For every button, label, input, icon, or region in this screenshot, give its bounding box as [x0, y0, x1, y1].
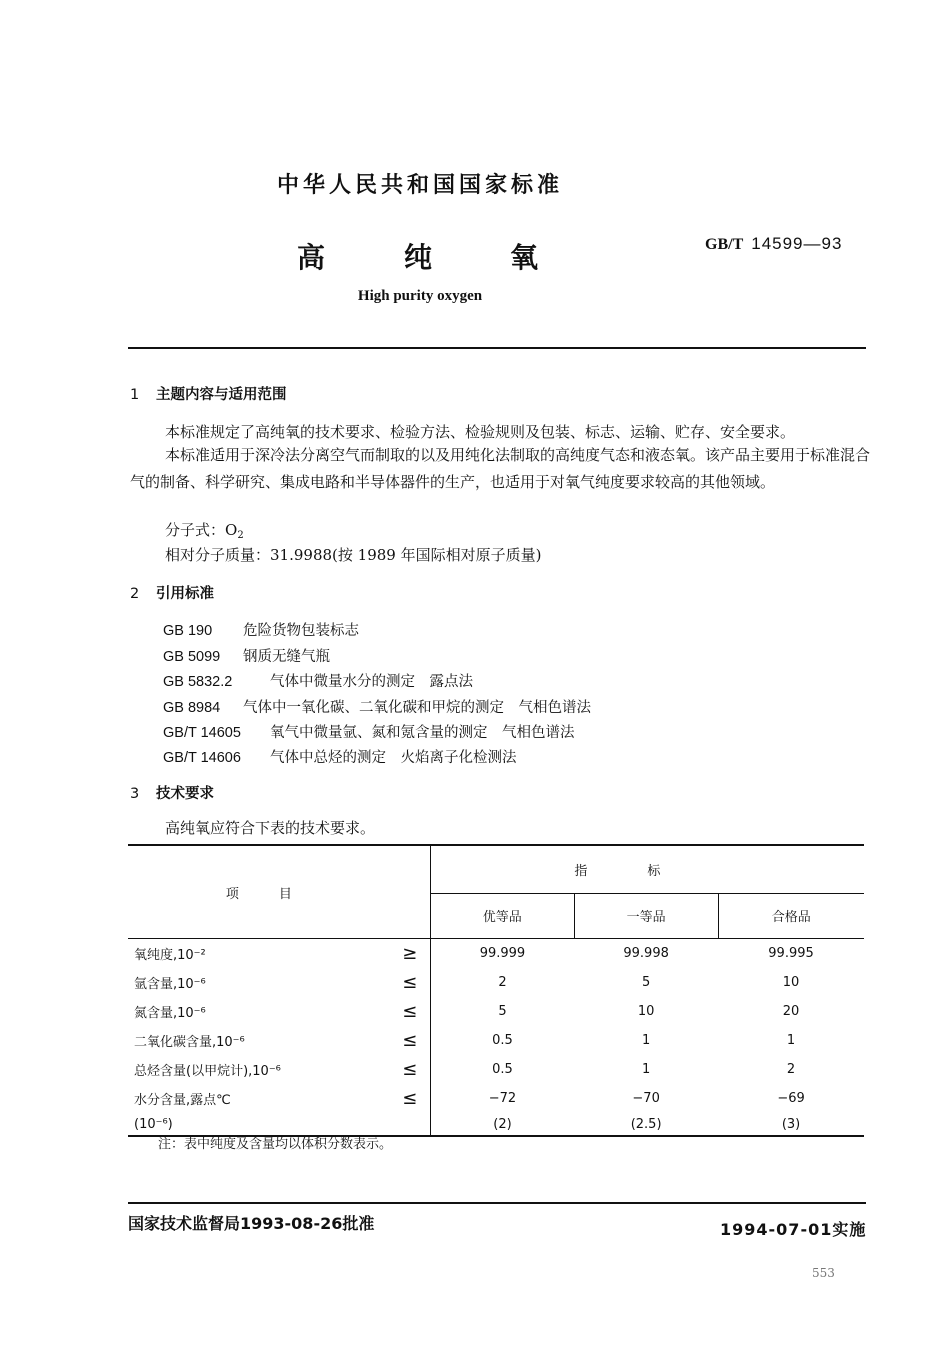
section-2-number: 2: [130, 586, 140, 602]
approval-date: 国家技术监督局1993-08-26批准: [128, 1214, 375, 1233]
reference-code: GB 5832.2: [163, 674, 233, 690]
cell-value: 1: [641, 1062, 651, 1077]
grade-header: 优等品: [430, 893, 574, 939]
cell-value: 10: [782, 975, 800, 990]
section-3-heading: [130, 782, 214, 803]
cell-value: (2.5): [630, 1116, 662, 1132]
table-row: [128, 1055, 864, 1084]
row-name: 总烃含量(以甲烷计),10⁻⁶: [134, 1064, 281, 1079]
row-symbol: ≤: [390, 1026, 430, 1055]
section-3-intro: 高纯氧应符合下表的技术要求。: [165, 819, 376, 837]
page-number: 553: [812, 1266, 835, 1280]
reference-code: GB/T 14605: [163, 725, 241, 741]
cell-value: 99.999: [479, 946, 526, 961]
reference-code: GB/T 14606: [163, 750, 241, 766]
cell-value: 99.995: [768, 946, 814, 961]
cell-value: 5: [641, 975, 651, 990]
title-char-3: 氧: [510, 241, 539, 274]
reference-name: 氧气中微量氩、氮和氪含量的测定 气相色谱法: [270, 725, 575, 741]
row-symbol: ≥: [390, 939, 430, 969]
reference-item: [163, 670, 473, 691]
cell-value: 1: [786, 1033, 796, 1048]
reference-item: [163, 619, 359, 640]
formula-subscript: 2: [237, 530, 244, 541]
section-2-title: 引用标准: [156, 586, 214, 602]
row-name: 氧纯度,10⁻²: [134, 948, 206, 963]
section-3-number: 3: [130, 786, 140, 802]
english-title: High purity oxygen: [357, 288, 483, 304]
grade-header: 一等品: [574, 893, 718, 939]
reference-item: [163, 696, 591, 717]
cell-value: 1: [641, 1033, 651, 1048]
table-row: [128, 968, 864, 997]
reference-code: GB 8984: [163, 700, 221, 716]
reference-name: 钢质无缝气瓶: [243, 649, 330, 665]
section-1-number: 1: [130, 387, 140, 403]
cell-value: 20: [782, 1004, 800, 1019]
row-name: 二氧化碳含量,10⁻⁶: [134, 1035, 245, 1050]
effective-date: 1994-07-01实施: [720, 1220, 867, 1239]
standard-prefix: GB/T: [705, 236, 744, 253]
formula-label: 分子式：O: [165, 521, 238, 539]
cell-value: −70: [632, 1091, 660, 1106]
row-name: (10⁻⁶): [134, 1116, 173, 1132]
reference-name: 气体中一氧化碳、二氧化碳和甲烷的测定 气相色谱法: [243, 700, 591, 716]
header-rule: [128, 347, 866, 349]
section-3-title: 技术要求: [156, 786, 214, 802]
row-name: 氩含量,10⁻⁶: [134, 977, 206, 992]
cell-value: 5: [498, 1004, 507, 1019]
reference-name: 气体中总烃的测定 火焰离子化检测法: [270, 750, 517, 766]
footer-rule: [128, 1202, 866, 1204]
table-note: 注：表中纯度及含量均以体积分数表示。: [158, 1137, 393, 1152]
cell-value: 2: [498, 975, 507, 990]
reference-item: [163, 645, 330, 666]
section-2-heading: [130, 582, 214, 603]
reference-name: 危险货物包装标志: [243, 623, 359, 639]
cell-value: −72: [488, 1091, 517, 1106]
section-1-para-1: 本标准规定了高纯氧的技术要求、检验方法、检验规则及包装、标志、运输、贮存、安全要求。: [165, 423, 796, 441]
cell-value: 10: [637, 1004, 655, 1019]
table-row: [128, 1026, 864, 1055]
reference-item: [163, 721, 575, 742]
index-header: 指标: [430, 845, 864, 893]
reference-name: 气体中微量水分的测定 露点法: [270, 674, 473, 690]
reference-code: GB 190: [163, 623, 213, 639]
reference-code: GB 5099: [163, 649, 221, 665]
table-row: [128, 1084, 864, 1113]
row-symbol: ≤: [390, 1055, 430, 1084]
standard-title: 中华人民共和国国家标准: [276, 173, 563, 198]
standard-code: [705, 234, 842, 254]
title-char-2: 纯: [404, 241, 433, 274]
table-row: [128, 997, 864, 1026]
cell-value: 99.998: [623, 946, 669, 961]
cell-value: (3): [781, 1116, 801, 1132]
cell-value: 0.5: [492, 1033, 513, 1048]
reference-item: [163, 746, 517, 767]
section-1-para-2: 本标准适用于深冷法分离空气而制取的以及用纯化法制取的高纯度气态和液态氧。该产品主要用于标准混合气的制备、科学研究、集成电路和半导体器件的生产，也适用于对氧气纯度要求较高的其他领域。: [130, 446, 871, 491]
molecular-mass: 相对分子质量：31.9988(按 1989 年国际相对原子质量): [165, 546, 542, 564]
table-row: [128, 939, 864, 969]
item-header: 项目: [128, 845, 430, 939]
row-name: 水分含量,露点℃: [134, 1093, 231, 1108]
cell-value: −69: [777, 1091, 805, 1106]
row-symbol: ≤: [390, 968, 430, 997]
cell-value: 0.5: [492, 1062, 513, 1077]
row-symbol: ≤: [390, 1084, 430, 1113]
grade-header: 合格品: [718, 893, 864, 939]
title-char-1: 高: [297, 241, 326, 274]
standard-number: 14599—93: [751, 234, 843, 253]
spec-table: [128, 844, 864, 1137]
row-name: 氮含量,10⁻⁶: [134, 1006, 206, 1021]
section-1-title: 主题内容与适用范围: [156, 387, 287, 403]
cell-value: 2: [786, 1062, 796, 1077]
row-symbol: ≤: [390, 997, 430, 1026]
row-symbol: [390, 1113, 430, 1136]
section-1-heading: [130, 383, 287, 404]
cell-value: (2): [493, 1116, 512, 1132]
